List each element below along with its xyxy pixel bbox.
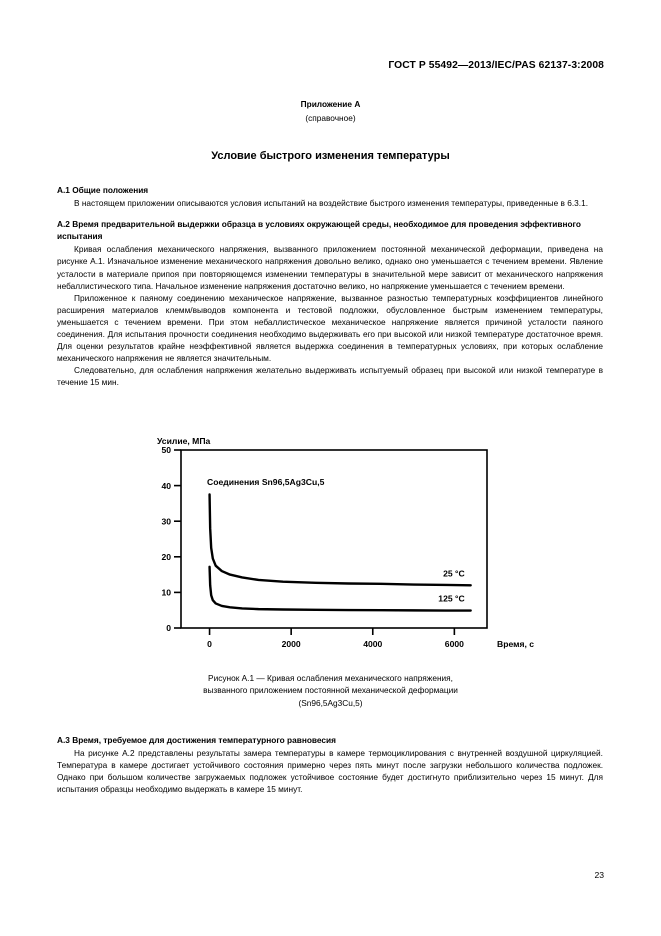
chart-series-group bbox=[210, 495, 471, 611]
annex-heading-block bbox=[0, 98, 661, 125]
chart-y-axis-label: Усилие, МПа bbox=[157, 436, 211, 446]
chart-annotation: Соединения Sn96,5Ag3Cu,5 bbox=[207, 477, 325, 487]
figure-caption-line3: (Sn96,5Ag3Cu,5) bbox=[298, 697, 363, 708]
heading-a2: А.2 Время предварительной выдержки образца в условиях окружающей среды, необходимое для проведения эффективного испытания bbox=[57, 219, 581, 242]
paragraph-a1: В настоящем приложении описываются условия испытаний на воздействие быстрого изменения температуры, приведенные в 6.3.1. bbox=[74, 198, 589, 209]
figure-a1 bbox=[57, 432, 603, 662]
paragraph-a2-1: Кривая ослабления механического напряжения, вызванного приложением постоянной механической деформации, приведена на рисунке А.1. Изначальное изменение механического напряжения довольно велико, однако оно уменьшается с течением времени. Явление усталости в материале припоя при повторяющемся изменении температуры в значительной мере зависит от механического напряжения небаллистического типа. Начальное изменение напряжения достаточно велико, но напряжение уменьшается с течением времени. bbox=[57, 244, 603, 291]
x-tick-label: 0 bbox=[207, 639, 212, 649]
standard-header: ГОСТ Р 55492—2013/IEC/PAS 62137-3:2008 bbox=[388, 60, 604, 71]
x-tick-label: 6000 bbox=[444, 639, 464, 649]
chart-svg bbox=[57, 432, 603, 662]
y-tick-label: 30 bbox=[161, 516, 171, 527]
stress-relaxation-chart bbox=[57, 432, 603, 662]
x-tick-label: 4000 bbox=[363, 639, 383, 649]
series-label: 125 °C bbox=[438, 593, 465, 604]
page-number: 23 bbox=[594, 870, 604, 880]
annex-kind: (справочное) bbox=[305, 112, 356, 123]
x-tick-label: 2000 bbox=[281, 639, 301, 649]
heading-a3: А.3 Время, требуемое для достижения температурного равновесия bbox=[57, 735, 336, 745]
figure-caption-line1: Рисунок А.1 — Кривая ослабления механического напряжения, bbox=[208, 673, 453, 683]
paragraph-a2-2: Приложенное к паяному соединению механическое напряжение, вызванное разностью температурных коэффициентов линейного расширения материалов клемм/выводов компонента и тестовой подложки, обусловленное быстрым изменением температуры, уменьшается с течением времени. При этом небаллистическое механическое напряжение является причиной усталости паяного соединения. Для испытания прочности соединения необходимо выдерживать его при высокой или низкой температуре достаточное время. Для оценки результатов крайне неэффективной является выдержка соединения в температурных условиях, при которых ослабление механического напряжения не является значительным. bbox=[57, 292, 603, 364]
y-tick-label: 40 bbox=[161, 480, 171, 491]
figure-caption-line2: вызванного приложением постоянной механической деформации bbox=[203, 685, 458, 696]
annex-label: Приложение А bbox=[300, 99, 361, 109]
chart-curve bbox=[210, 495, 471, 586]
chart-x-axis-label: Время, с bbox=[497, 639, 535, 649]
figure-caption bbox=[0, 672, 661, 709]
body-upper bbox=[57, 184, 603, 389]
chart-x-ticks bbox=[207, 628, 464, 649]
series-label: 25 °C bbox=[443, 568, 465, 579]
paragraph-a2-3: Следовательно, для ослабления напряжения желательно выдерживать испытуемый образец при высокой или низкой температуре в течение 15 мин. bbox=[57, 365, 603, 388]
paragraph-a3-1: На рисунке А.2 представлены результаты замера температуры в камере термоциклирования с внутренней воздушной циркуляцией. Температура в камере достигает устойчивого состояния примерно через пять минут после загрузки небольшого количества подложек. Однако при большом количестве загружаемых подложек устойчивое состояние будет достигнуто приблизительно через 15 минут. Для испытания образцы необходимо выдержать в камере 15 минут. bbox=[57, 748, 603, 795]
y-tick-label: 20 bbox=[161, 552, 171, 562]
y-tick-label: 10 bbox=[161, 587, 171, 598]
y-tick-label: 50 bbox=[161, 445, 171, 456]
body-lower bbox=[57, 734, 603, 795]
heading-a1: А.1 Общие положения bbox=[57, 185, 149, 195]
chart-curve bbox=[210, 567, 471, 611]
y-tick-label: 0 bbox=[166, 623, 171, 634]
chart-y-ticks bbox=[161, 445, 181, 633]
annex-title: Условие быстрого изменения температуры bbox=[211, 150, 450, 162]
